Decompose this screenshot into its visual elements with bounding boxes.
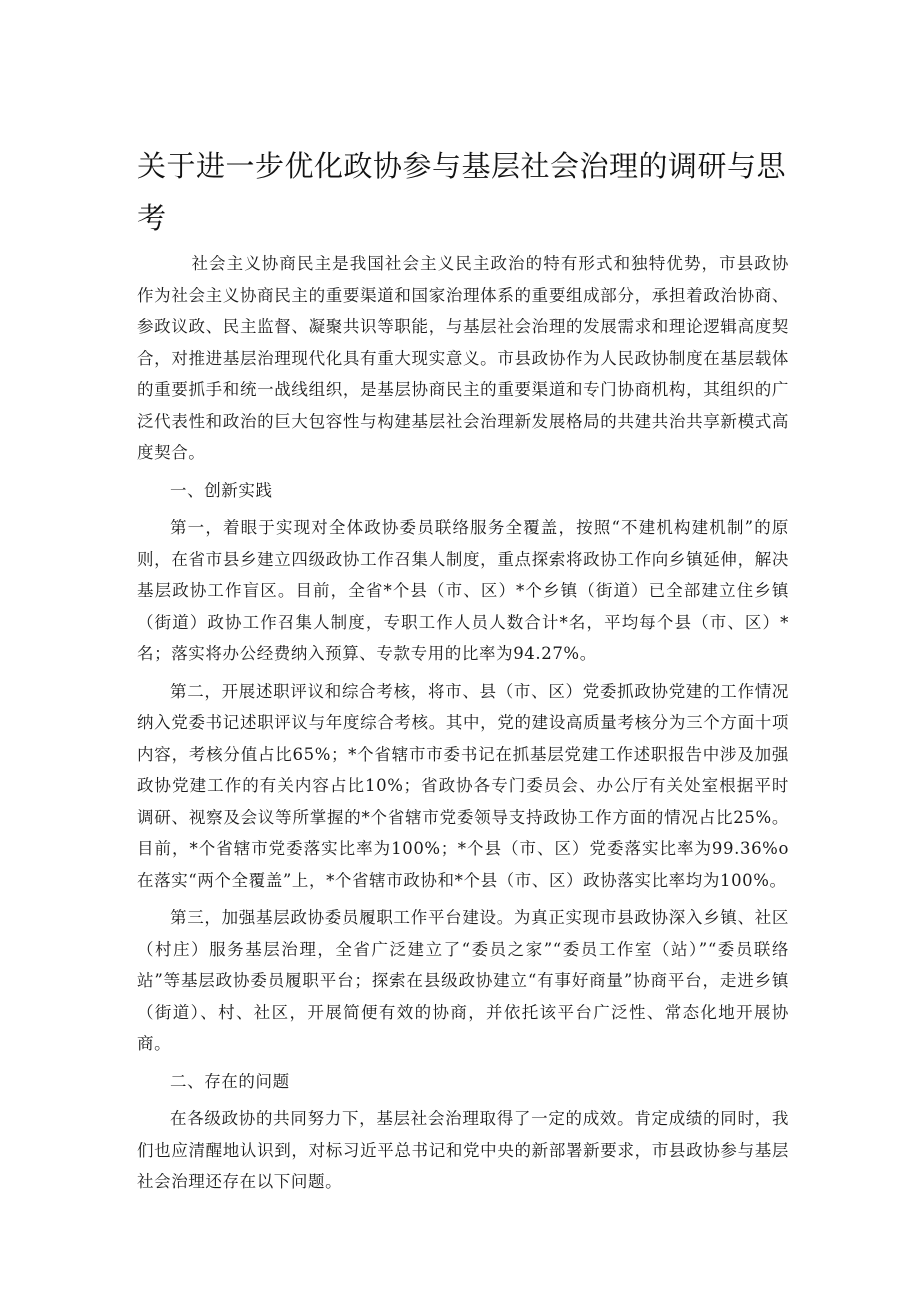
paragraph-first: 第一，着眼于实现对全体政协委员联络服务全覆盖，按照“不建机构建机制”的原则，在省市县乡建立四级政协工作召集人制度，重点探索将政协工作向乡镇延伸，解决基层政协工作盲区。目前，全省*个县（市、区）*个乡镇（街道）已全部建立住乡镇（街道）政协工作召集人制度，专职工作人员人数合计*名，平均每个县（市、区）*名；落实将办公经费纳入预算、专款专用的比率为94.27%。: [137, 518, 789, 663]
document-title: 关于进一步优化政协参与基层社会治理的调研与思考: [137, 149, 787, 235]
section-heading-problems: 二、存在的问题: [170, 1071, 290, 1091]
section-heading-innovation: 一、创新实践: [170, 480, 273, 500]
paragraph-second: 第二，开展述职评议和综合考核，将市、县（市、区）党委抓政协党建的工作情况纳入党委书记述职评议与年度综合考核。其中，党的建设高质量考核分为三个方面十项内容，考核分值占比65%；*个省辖市市委书记在抓基层党建工作述职报告中涉及加强政协党建工作的有关内容占比10%；省政协各专门委员会、办公厅有关处室根据平时调研、视察及会议等所掌握的*个省辖市党委领导支持政协工作方面的情况占比25%。目前，*个省辖市党委落实比率为100%；*个县（市、区）党委落实比率为99.36%o在落实“两个全覆盖”上，*个省辖市政协和*个县（市、区）政协落实比率均为100%。: [137, 681, 789, 890]
paragraph-third: 第三，加强基层政协委员履职工作平台建设。为真正实现市县政协深入乡镇、社区（村庄）服务基层治理，全省广泛建立了“委员之家”“委员工作室（站）”“委员联络站”等基层政协委员履职平台；探索在县级政协建立“有事好商量”协商平台，走进乡镇（街道）、村、社区，开展简便有效的协商，并依托该平台广泛性、常态化地开展协商。: [137, 908, 789, 1053]
document-body: [137, 248, 789, 1198]
paragraph-problems-intro: 在各级政协的共同努力下，基层社会治理取得了一定的成效。肯定成绩的同时，我们也应清醒地认识到，对标习近平总书记和党中央的新部署新要求，市县政协参与基层社会治理还存在以下问题。: [137, 1109, 789, 1191]
intro-paragraph: 社会主义协商民主是我国社会主义民主政治的特有形式和独特优势，市县政协作为社会主义协商民主的重要渠道和国家治理体系的重要组成部分，承担着政治协商、参政议政、民主监督、凝聚共识等职能，与基层社会治理的发展需求和理论逻辑高度契合，对推进基层治理现代化具有重大现实意义。市县政协作为人民政协制度在基层载体的重要抓手和统一战线组织，是基层协商民主的重要渠道和专门协商机构，其组织的广泛代表性和政治的巨大包容性与构建基层社会治理新发展格局的共建共治共享新模式高度契合。: [137, 254, 789, 462]
